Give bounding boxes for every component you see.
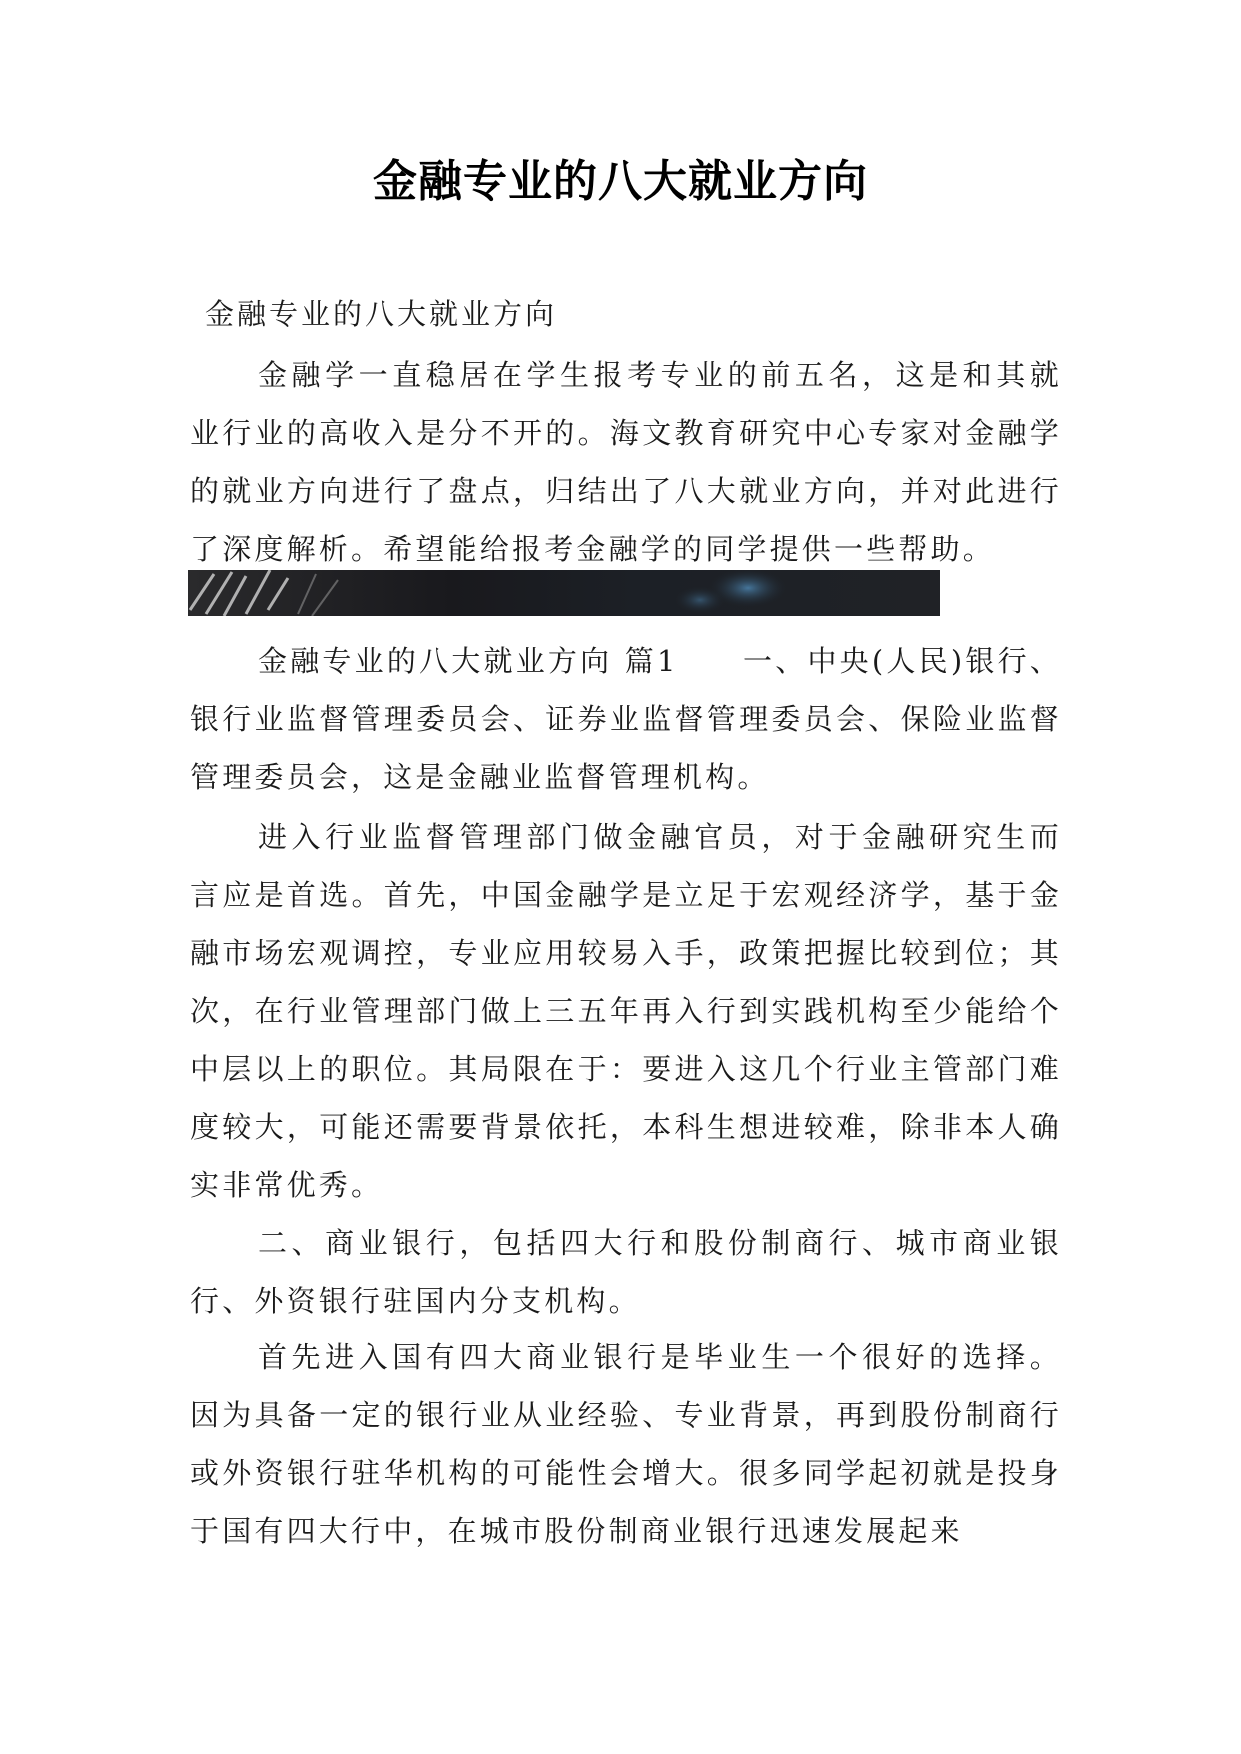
paragraph-commercial-banks: 二、商业银行，包括四大行和股份制商行、城市商业银行、外资银行驻国内分支机构。 [190, 1226, 1062, 1318]
document-subtitle: 金融专业的八大就业方向 [205, 297, 558, 331]
paragraph-section-1: 金融专业的八大就业方向 篇1 一、中央(人民)银行、银行业监督管理委员会、证券业监督管理委员会、保险业监督管理委员会，这是金融业监督管理机构。 [190, 644, 1062, 794]
decorative-banner-image [188, 570, 940, 616]
paragraph-big-four: 首先进入国有四大商业银行是毕业生一个很好的选择。因为具备一定的银行业从业经验、专业背景，再到股份制商行或外资银行驻华机构的可能性会增大。很多同学起初就是投身于国有四大行中，在城市股份制商业银行迅速发展起来 [190, 1340, 1062, 1548]
paragraph-intro: 金融学一直稳居在学生报考专业的前五名，这是和其就业行业的高收入是分不开的。海文教育研究中心专家对金融学的就业方向进行了盘点，归结出了八大就业方向，并对此进行了深度解析。希望能给报考金融学的同学提供一些帮助。 [190, 358, 1062, 566]
document-title: 金融专业的八大就业方向 [373, 156, 868, 207]
paragraph-regulators: 进入行业监督管理部门做金融官员，对于金融研究生而言应是首选。首先，中国金融学是立足于宏观经济学，基于金融市场宏观调控，专业应用较易入手，政策把握比较到位；其次，在行业管理部门做上三五年再入行到实践机构至少能给个中层以上的职位。其局限在于：要进入这几个行业主管部门难度较大，可能还需要背景依托，本科生想进较难，除非本人确实非常优秀。 [190, 820, 1062, 1202]
